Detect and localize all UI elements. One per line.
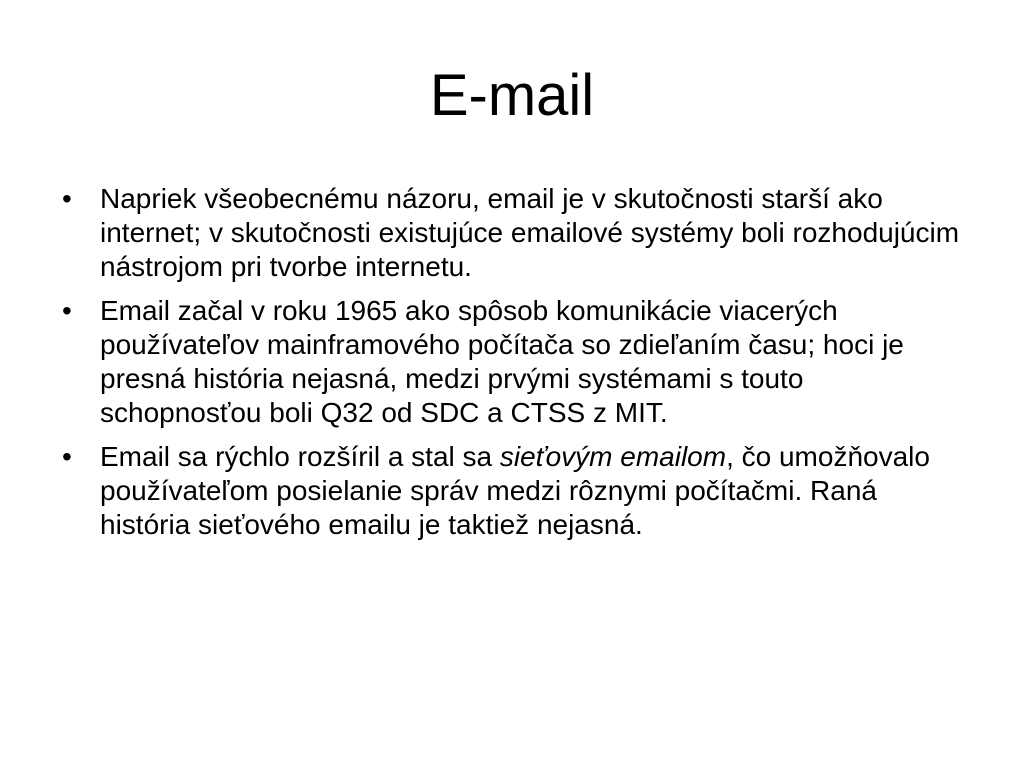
slide-title: E-mail [429, 63, 595, 128]
bullet-dot-icon: • [62, 441, 72, 472]
bullet-item [60, 294, 970, 430]
bullet-list [60, 182, 970, 552]
bullet-item [60, 440, 970, 542]
bullet-item [60, 182, 970, 284]
bullet-text-after: , čo umožňovalo používateľom posielanie správ medzi rôznymi počítačmi. Raná história sieťového emailu je taktiež nejasná. [100, 441, 930, 540]
bullet-dot-icon: • [62, 295, 72, 326]
bullet-dot-icon: • [62, 183, 72, 214]
bullet-text-before: Email sa rýchlo rozšíril a stal sa [100, 441, 500, 472]
bullet-text: Email začal v roku 1965 ako spôsob komunikácie viacerých používateľov mainframového počítača so zdieľaním času; hoci je presná história nejasná, medzi prvými systémami s touto schopnosťou boli Q32 od SDC a CTSS z MIT. [100, 295, 904, 428]
bullet-text-emphasis: sieťovým emailom [499, 441, 727, 472]
bullet-text [100, 441, 930, 540]
bullet-text: Napriek všeobecnému názoru, email je v skutočnosti starší ako internet; v skutočnosti existujúce emailové systémy boli rozhodujúcim nástrojom pri tvorbe internetu. [100, 183, 960, 282]
